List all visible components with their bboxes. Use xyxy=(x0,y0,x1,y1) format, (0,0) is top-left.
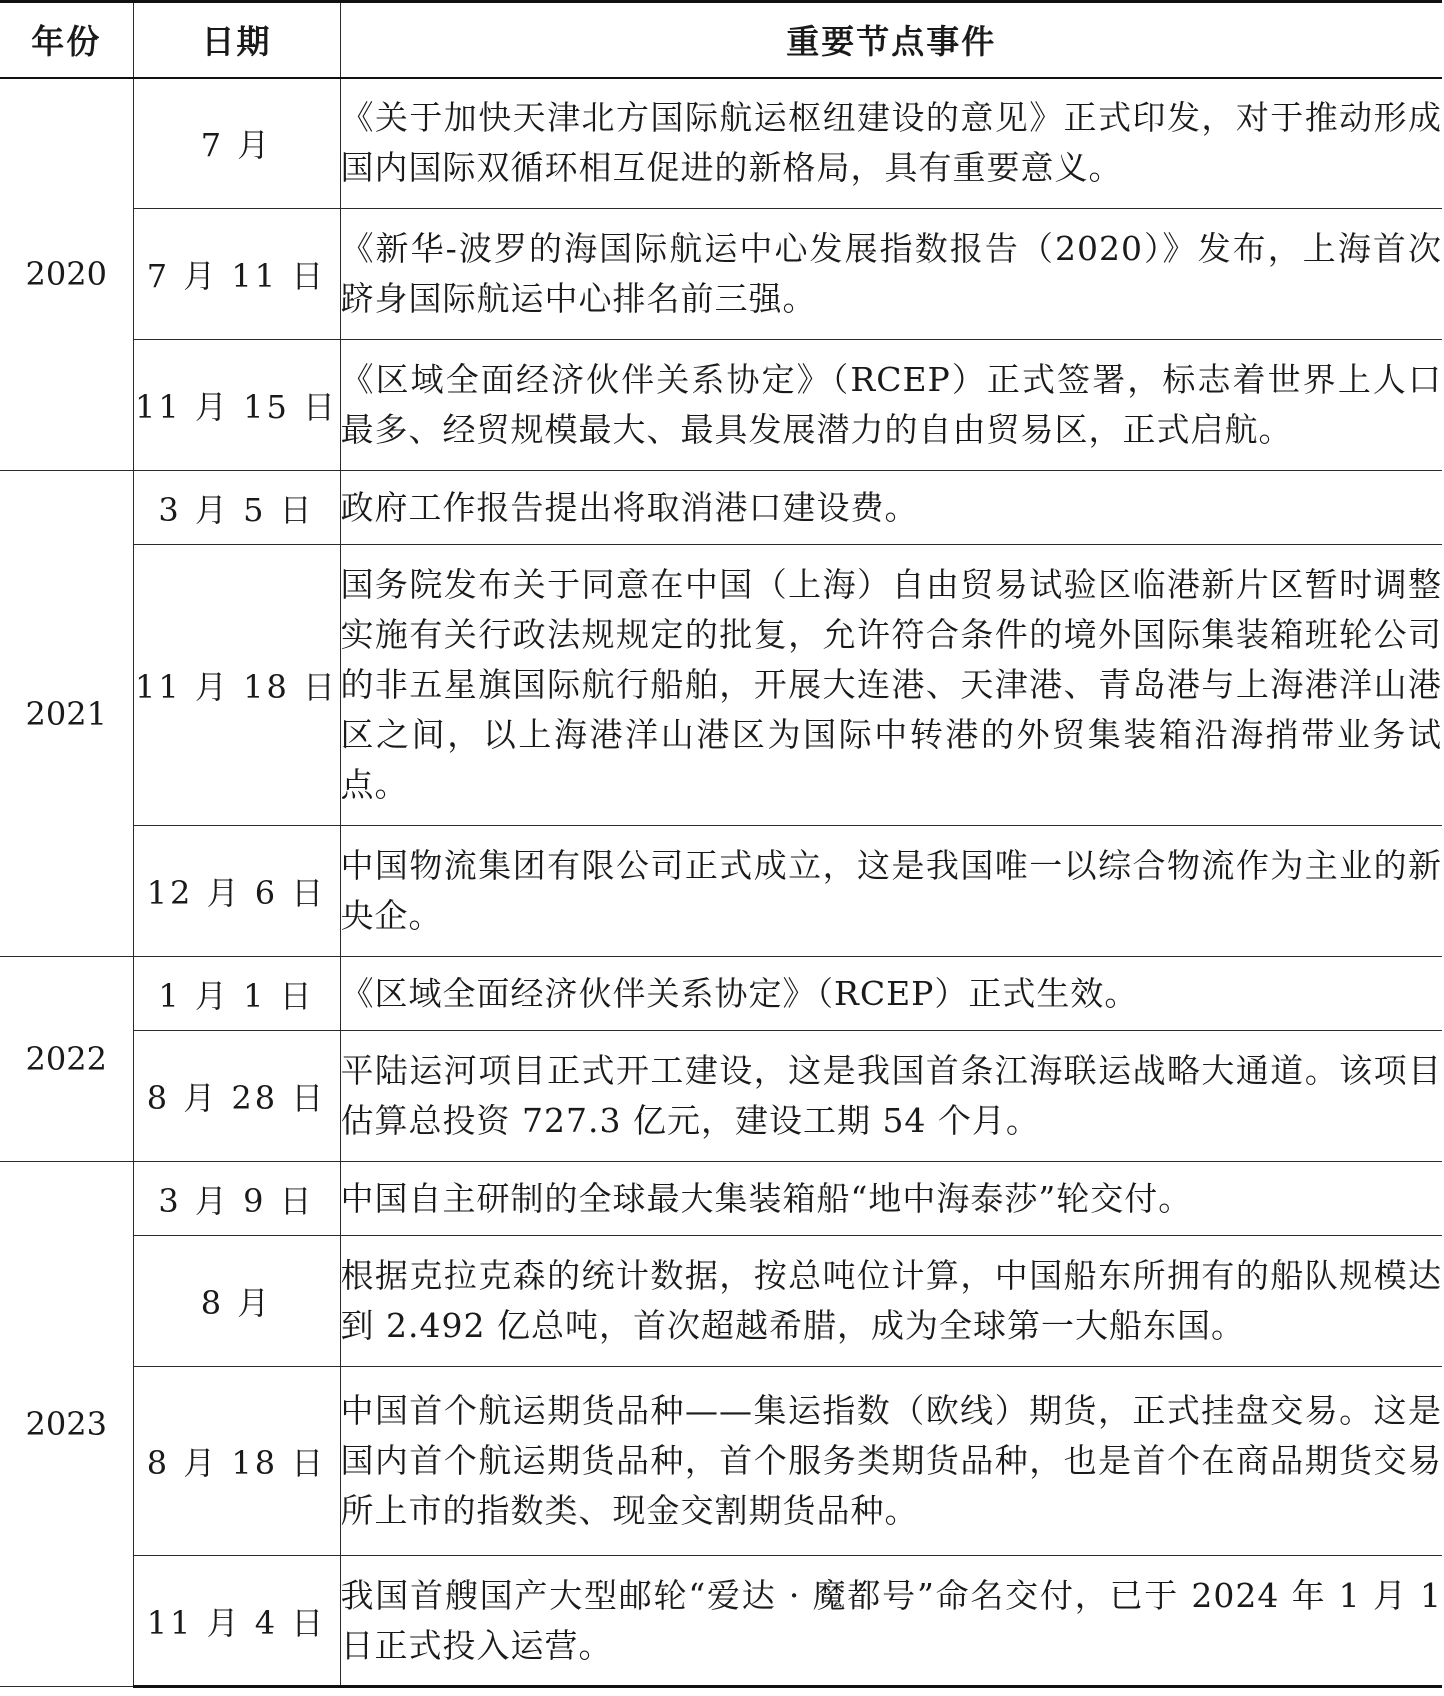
table-body xyxy=(0,78,1442,1687)
table-row xyxy=(0,545,1442,826)
event-cell: 政府工作报告提出将取消港口建设费。 xyxy=(340,471,1442,545)
event-cell: 《新华-波罗的海国际航运中心发展指数报告（2020）》发布，上海首次跻身国际航运中心排名前三强。 xyxy=(340,209,1442,340)
header-date: 日期 xyxy=(133,2,340,78)
table-header xyxy=(0,2,1442,78)
header-event: 重要节点事件 xyxy=(340,2,1442,78)
date-cell: 8 月 28 日 xyxy=(133,1031,340,1162)
table-row xyxy=(0,957,1442,1031)
date-cell: 1 月 1 日 xyxy=(133,957,340,1031)
table-row xyxy=(0,1236,1442,1367)
date-cell: 3 月 9 日 xyxy=(133,1162,340,1236)
event-cell: 中国首个航运期货品种——集运指数（欧线）期货，正式挂盘交易。这是国内首个航运期货品种，首个服务类期货品种，也是首个在商品期货交易所上市的指数类、现金交割期货品种。 xyxy=(340,1367,1442,1556)
table-row xyxy=(0,78,1442,209)
year-cell: 2021 xyxy=(0,471,133,957)
table-row xyxy=(0,1556,1442,1687)
year-cell: 2020 xyxy=(0,78,133,471)
date-cell: 7 月 xyxy=(133,78,340,209)
date-cell: 11 月 15 日 xyxy=(133,340,340,471)
date-cell: 8 月 xyxy=(133,1236,340,1367)
event-cell: 根据克拉克森的统计数据，按总吨位计算，中国船东所拥有的船队规模达到 2.492 亿总吨，首次超越希腊，成为全球第一大船东国。 xyxy=(340,1236,1442,1367)
table-row xyxy=(0,1031,1442,1162)
date-cell: 8 月 18 日 xyxy=(133,1367,340,1556)
event-cell: 平陆运河项目正式开工建设，这是我国首条江海联运战略大通道。该项目估算总投资 727.3 亿元，建设工期 54 个月。 xyxy=(340,1031,1442,1162)
table-row xyxy=(0,1367,1442,1556)
date-cell: 3 月 5 日 xyxy=(133,471,340,545)
event-cell: 《关于加快天津北方国际航运枢纽建设的意见》正式印发，对于推动形成国内国际双循环相互促进的新格局，具有重要意义。 xyxy=(340,78,1442,209)
table-row xyxy=(0,826,1442,957)
table-row xyxy=(0,340,1442,471)
date-cell: 11 月 18 日 xyxy=(133,545,340,826)
event-cell: 《区域全面经济伙伴关系协定》（RCEP）正式签署，标志着世界上人口最多、经贸规模最大、最具发展潜力的自由贸易区，正式启航。 xyxy=(340,340,1442,471)
year-cell: 2022 xyxy=(0,957,133,1162)
header-year: 年份 xyxy=(0,2,133,78)
date-cell: 11 月 4 日 xyxy=(133,1556,340,1687)
event-cell: 《区域全面经济伙伴关系协定》（RCEP）正式生效。 xyxy=(340,957,1442,1031)
table-row xyxy=(0,209,1442,340)
header-row xyxy=(0,2,1442,78)
event-cell: 国务院发布关于同意在中国（上海）自由贸易试验区临港新片区暂时调整实施有关行政法规规定的批复，允许符合条件的境外国际集装箱班轮公司的非五星旗国际航行船舶，开展大连港、天津港、青岛港与上海港洋山港区之间，以上海港洋山港区为国际中转港的外贸集装箱沿海捎带业务试点。 xyxy=(340,545,1442,826)
event-cell: 我国首艘国产大型邮轮“爱达 · 魔都号”命名交付，已于 2024 年 1 月 1 日正式投入运营。 xyxy=(340,1556,1442,1687)
date-cell: 12 月 6 日 xyxy=(133,826,340,957)
year-cell: 2023 xyxy=(0,1162,133,1687)
table-row xyxy=(0,471,1442,545)
date-cell: 7 月 11 日 xyxy=(133,209,340,340)
event-cell: 中国自主研制的全球最大集装箱船“地中海泰莎”轮交付。 xyxy=(340,1162,1442,1236)
table-row xyxy=(0,1162,1442,1236)
event-cell: 中国物流集团有限公司正式成立，这是我国唯一以综合物流作为主业的新央企。 xyxy=(340,826,1442,957)
